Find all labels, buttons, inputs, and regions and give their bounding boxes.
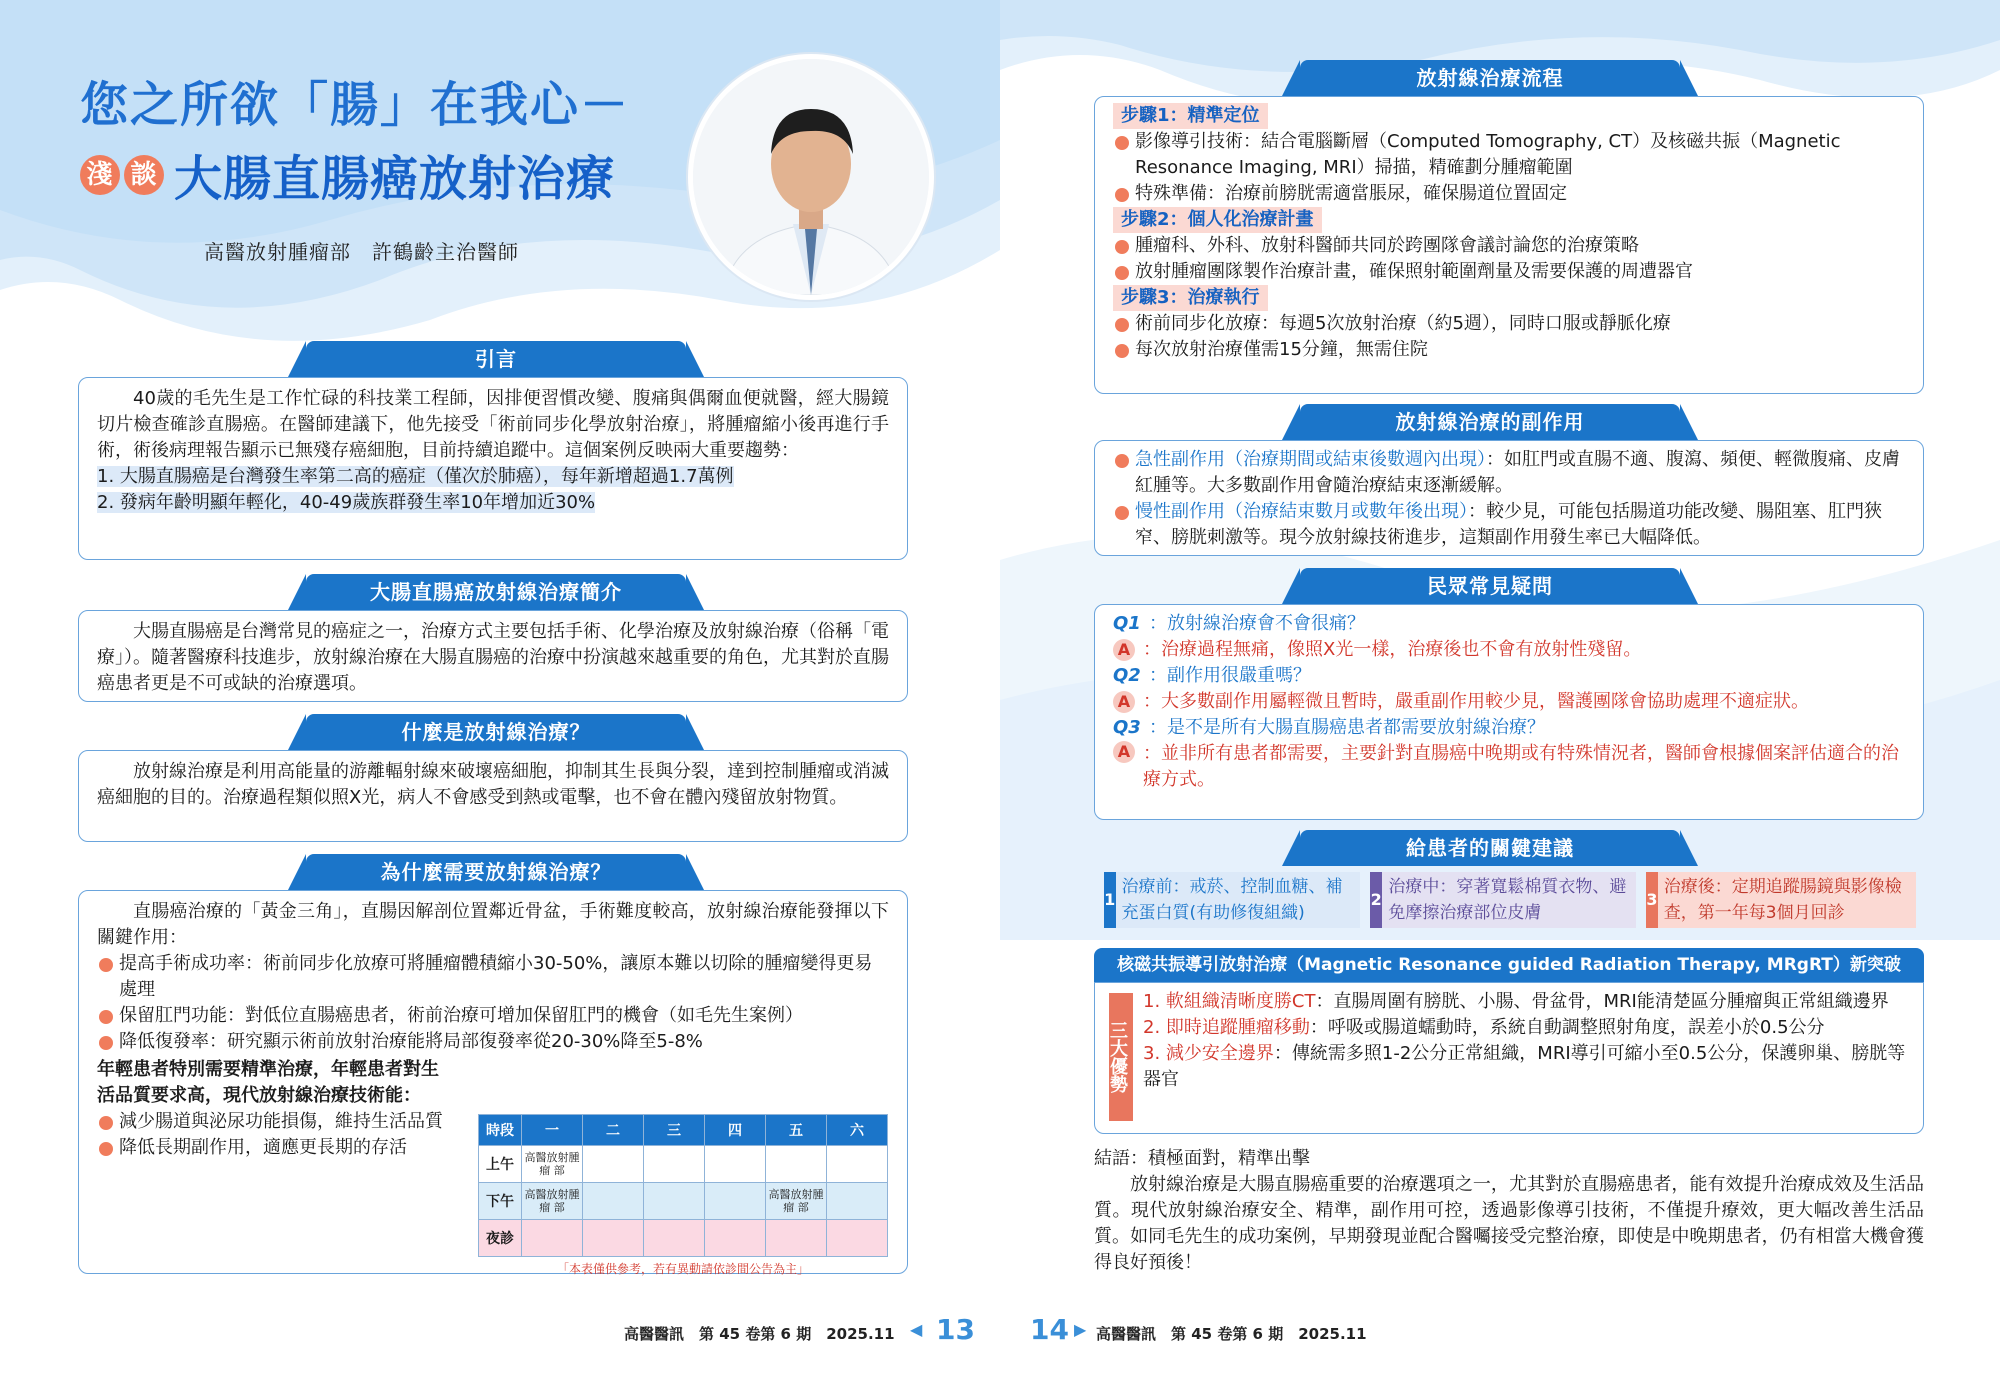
schedule-row: [479, 1146, 888, 1183]
young-bullet-1: 減少腸道與泌尿功能損傷，維持生活品質: [97, 1109, 459, 1135]
schedule-cell: [522, 1220, 583, 1257]
prev-arrow-icon: ◀: [910, 1320, 923, 1339]
step-1-bullet-1: 影像導引技術：結合電腦斷層（Computed Tomography, CT）及核磁共振（Magnetic Resonance Imaging, MRI）掃描，精確劃分腫瘤範圍: [1113, 129, 1905, 181]
conclusion-title: 結語：積極面對，精準出擊: [1094, 1148, 1310, 1169]
schedule-cell: 高醫放射腫 瘤 部: [522, 1183, 583, 1220]
section-header-brief: 大腸直腸癌放射線治療簡介: [306, 574, 686, 610]
conclusion: [1094, 1146, 1924, 1276]
faq-q1: Q1 ：放射線治療會不會很痛？: [1113, 613, 1365, 634]
page-number-left: 13: [936, 1313, 975, 1346]
section-box-what: [78, 750, 908, 842]
schedule-cell: [705, 1146, 766, 1183]
schedule-cell: [766, 1220, 827, 1257]
section-header-side-effects: 放射線治療的副作用: [1300, 404, 1680, 440]
step-2-bullet-2: 放射腫瘤團隊製作治療計畫，確保照射範圍劑量及需要保護的周遭器官: [1113, 259, 1905, 285]
schedule-row: [479, 1183, 888, 1220]
section-header-flow: 放射線治療流程: [1300, 60, 1680, 96]
footer-right: 高醫醫訊 第 45 卷第 6 期 2025.11: [1096, 1325, 1367, 1343]
advice-cards: [1104, 872, 1916, 928]
schedule-cell: [705, 1183, 766, 1220]
schedule-cell: [644, 1220, 705, 1257]
schedule-cell: [583, 1220, 644, 1257]
schedule-cell: [766, 1146, 827, 1183]
schedule-header-cell: 一: [522, 1115, 583, 1146]
schedule-header-cell: 五: [766, 1115, 827, 1146]
title-main-text: 大腸直腸癌放射治療: [174, 151, 616, 207]
schedule-row-label: 夜診: [479, 1220, 522, 1257]
why-bullet-2: 保留肛門功能：對低位直腸癌患者，術前治療可增加保留肛門的機會（如毛先生案例）: [97, 1003, 889, 1029]
next-arrow-icon: ▶: [1074, 1320, 1087, 1339]
mri-advantage-3: 3. 減少安全邊界：傳統需多照1-2公分正常組織，MRI導引可縮小至0.5公分，保護卵巢、膀胱等器官: [1143, 1043, 1906, 1090]
intro-paragraph: 40歲的毛先生是工作忙碌的科技業工程師，因排便習慣改變、腹痛與偶爾血便就醫，經大腸鏡切片檢查確診直腸癌。在醫師建議下，他先接受「術前同步化學放射治療」，將腫瘤縮小後再進行手術，術後病理報告顯示已無殘存癌細胞，目前持續追蹤中。這個案例反映兩大重要趨勢：: [97, 388, 889, 461]
advice-card-2: 2 治療中：穿著寬鬆棉質衣物、避免摩擦治療部位皮膚: [1370, 872, 1636, 928]
schedule-cell: [583, 1146, 644, 1183]
section-header-what: 什麼是放射線治療？: [306, 714, 686, 750]
faq-a2: A ：大多數副作用屬輕微且暫時，嚴重副作用較少見，醫護團隊會協助處理不適症狀。: [1113, 689, 1905, 715]
page-number-right: 14: [1030, 1313, 1069, 1346]
schedule-cell: [705, 1220, 766, 1257]
section-box-faq: [1094, 604, 1924, 820]
section-header-why: 為什麼需要放射線治療？: [306, 854, 686, 890]
why-bullet-3: 降低復發率：研究顯示術前放射治療能將局部復發率從20-30%降至5-8%: [97, 1029, 889, 1055]
schedule-cell: [827, 1220, 888, 1257]
schedule-row-label: 下午: [479, 1183, 522, 1220]
section-header-intro: 引言: [306, 341, 686, 377]
young-bullet-2: 降低長期副作用，適應更長期的存活: [97, 1135, 459, 1161]
section-header-faq: 民眾常見疑問: [1300, 568, 1680, 604]
three-advantages-label: 三大優勢: [1109, 993, 1133, 1121]
schedule-header-cell: 六: [827, 1115, 888, 1146]
advice-card-1: 1 治療前：戒菸、控制血糖、補充蛋白質(有助修復組織): [1104, 872, 1360, 928]
section-box-mri: [1094, 982, 1924, 1134]
step-3-label: 步驟3：治療執行: [1113, 285, 1268, 311]
schedule-cell: [827, 1183, 888, 1220]
section-box-flow: [1094, 96, 1924, 394]
schedule-header-cell: 三: [644, 1115, 705, 1146]
what-paragraph: 放射線治療是利用高能量的游離輻射線來破壞癌細胞，抑制其生長與分裂，達到控制腫瘤或消滅癌細胞的目的。治療過程類似照X光，病人不會感受到熱或電擊，也不會在體內殘留放射物質。: [97, 761, 889, 808]
step-2-label: 步驟2：個人化治療計畫: [1113, 207, 1322, 233]
section-header-mri: 核磁共振導引放射治療（Magnetic Resonance guided Radiation Therapy, MRgRT）新突破: [1094, 948, 1924, 982]
schedule-cell: [583, 1183, 644, 1220]
why-bullet-1: 提高手術成功率：術前同步化放療可將腫瘤體積縮小30-50%，讓原本難以切除的腫瘤變得更易處理: [97, 951, 889, 1003]
brief-paragraph: 大腸直腸癌是台灣常見的癌症之一，治療方式主要包括手術、化學治療及放射線治療（俗稱「電療」）。隨著醫療科技進步，放射線治療在大腸直腸癌的治療中扮演越來越重要的角色，尤其對於直腸癌患者更是不可或缺的治療選項。: [97, 621, 889, 694]
clinic-schedule: [478, 1114, 888, 1277]
acute-side-effect: 急性副作用（治療期間或結束後數週內出現）：如肛門或直腸不適、腹瀉、頻便、輕微腹痛、皮膚紅腫等。大多數副作用會隨治療結束逐漸緩解。: [1113, 447, 1905, 499]
section-box-side-effects: [1094, 440, 1924, 556]
schedule-cell: 高醫放射腫 瘤 部: [766, 1183, 827, 1220]
step-2-bullet-1: 腫瘤科、外科、放射科醫師共同於跨團隊會議討論您的治療策略: [1113, 233, 1905, 259]
page-title-line1: 您之所欲「腸」在我心－: [80, 77, 631, 133]
faq-a1: A ：治療過程無痛，像照X光一樣，治療後也不會有放射性殘留。: [1113, 637, 1905, 663]
step-3-bullet-1: 術前同步化放療：每週5次放射治療（約5週），同時口服或靜脈化療: [1113, 311, 1905, 337]
schedule-cell: 高醫放射腫 瘤 部: [522, 1146, 583, 1183]
intro-point-1: 1. 大腸直腸癌是台灣發生率第二高的癌症（僅次於肺癌），每年新增超過1.7萬例: [97, 466, 734, 487]
schedule-header-cell: 時段: [479, 1115, 522, 1146]
conclusion-paragraph: 放射線治療是大腸直腸癌重要的治療選項之一，尤其對於直腸癌患者，能有效提升治療成效及生活品質。現代放射線治療安全、精準，副作用可控，透過影像導引技術，不僅提升療效，更大幅改善生活品質。如同毛先生的成功案例，早期發現並配合醫囑接受完整治療，即使是中晚期患者，仍有相當大機會獲得良好預後！: [1094, 1174, 1924, 1273]
step-1-label: 步驟1：精準定位: [1113, 103, 1268, 129]
title-badge-tan: 談: [124, 155, 164, 195]
schedule-table: [478, 1114, 888, 1257]
doctor-portrait: [688, 54, 934, 300]
schedule-cell: [644, 1146, 705, 1183]
why-paragraph: 直腸癌治療的「黃金三角」，直腸因解剖位置鄰近骨盆，手術難度較高，放射線治療能發揮以下關鍵作用：: [97, 901, 889, 948]
schedule-cell: [827, 1146, 888, 1183]
young-paragraph: 年輕患者特別需要精準治療，年輕患者對生活品質要求高，現代放射線治療技術能：: [97, 1059, 439, 1106]
step-3-bullet-2: 每次放射治療僅需15分鐘，無需住院: [1113, 337, 1905, 363]
mri-advantage-1: 1. 軟組織清晰度勝CT：直腸周圍有膀胱、小腸、骨盆骨，MRI能清楚區分腫瘤與正常組織邊界: [1143, 991, 1889, 1012]
schedule-row-label: 上午: [479, 1146, 522, 1183]
schedule-header-cell: 二: [583, 1115, 644, 1146]
chronic-side-effect: 慢性副作用（治療結束數月或數年後出現）：較少見，可能包括腸道功能改變、腸阻塞、肛門狹窄、膀胱刺激等。現今放射線技術進步，這類副作用發生率已大幅降低。: [1113, 499, 1905, 551]
intro-point-2: 2. 發病年齡明顯年輕化，40-49歲族群發生率10年增加近30%: [97, 492, 596, 513]
page-title-line2: [80, 140, 615, 209]
author-line: 高醫放射腫瘤部 許鶴齡主治醫師: [204, 240, 519, 264]
advice-card-3: 3 治療後：定期追蹤腸鏡與影像檢查，第一年每3個月回診: [1646, 872, 1916, 928]
faq-q3: Q3 ：是不是所有大腸直腸癌患者都需要放射線治療？: [1113, 717, 1545, 738]
schedule-row: [479, 1220, 888, 1257]
schedule-note: 「本表僅供參考，若有異動請依診間公告為主」: [556, 1262, 809, 1276]
step-1-bullet-2: 特殊準備：治療前膀胱需適當脹尿，確保腸道位置固定: [1113, 181, 1905, 207]
mri-advantage-2: 2. 即時追蹤腫瘤移動：呼吸或腸道蠕動時，系統自動調整照射角度，誤差小於0.5公分: [1143, 1017, 1825, 1038]
section-box-brief: [78, 610, 908, 702]
faq-q2: Q2 ：副作用很嚴重嗎？: [1113, 665, 1311, 686]
footer-left: 高醫醫訊 第 45 卷第 6 期 2025.11: [624, 1325, 895, 1343]
section-box-intro: [78, 377, 908, 560]
title-badge-qian: 淺: [80, 155, 120, 195]
schedule-header-cell: 四: [705, 1115, 766, 1146]
faq-a3: A ：並非所有患者都需要，主要針對直腸癌中晚期或有特殊情況者，醫師會根據個案評估適合的治療方式。: [1113, 741, 1905, 793]
schedule-cell: [644, 1183, 705, 1220]
section-header-advice: 給患者的關鍵建議: [1300, 830, 1680, 866]
